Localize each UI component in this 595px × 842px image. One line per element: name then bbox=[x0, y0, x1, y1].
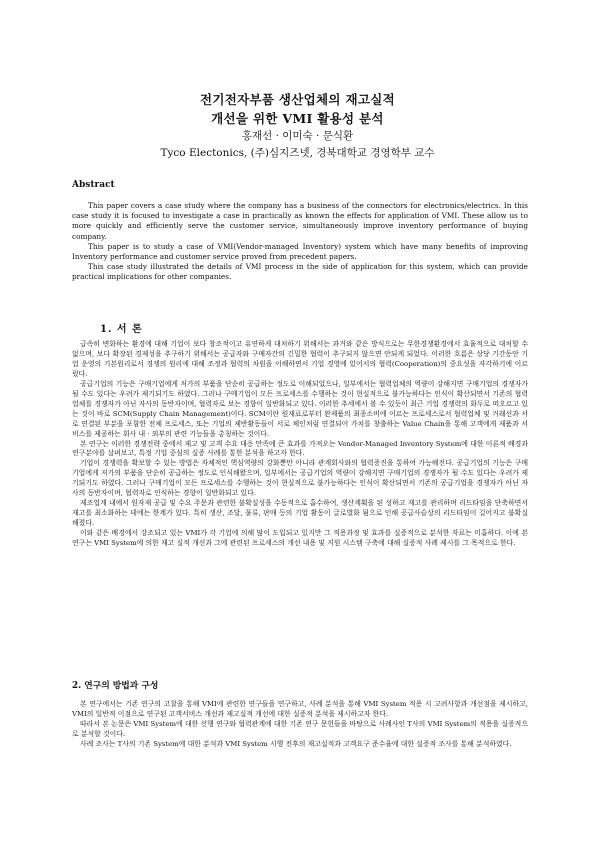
section-2-heading: 2. 연구의 방법과 구성 bbox=[72, 681, 159, 691]
section-2-paragraph: 본 연구에서는 기존 연구의 고찰을 통해 VMI에 관련한 연구들을 연구하고, 사례 분석을 통해 VMI System 적용 시 고려사항과 개선점을 제시하고, VMI의 일반적 이점으로 연구된 고객서비스 개선과 재고실적 개선에 대한 실증적 분석을 제시하고자 한다. bbox=[72, 700, 528, 718]
abstract-paragraph: This case study illustrated the details of VMI process in the side of application for this system, which can provide practical implications for other companies. bbox=[72, 262, 528, 282]
section-1-heading: 1. 서 론 bbox=[100, 324, 143, 335]
section-1-paragraph: 기업이 경쟁력을 확보할 수 있는 방법은 자체적인 핵심역량의 강화뿐만 아니라 관계회사와의 협력증진을 통하여 가능해진다. 공급기업의 기능은 구매기업에게 저가의 부품을 단순히 공급하는 정도로 인식해왔으며, 일부에서는 공급기업의 역량이 강해지면 구매기업의 경쟁자가 될 수도 있다는 우려가 제기되기도 하였다. 그러나 구매기업이 모든 프로세스를 수행하는 것이 현실적으로 불가능하다는 인식이 확산되면서 기존의 공급기업을 경쟁자가 아닌 자사의 동반자이며, 협력자로 인식하는 경향이 일반화되고 있다. bbox=[72, 459, 528, 498]
section-1-body bbox=[72, 340, 528, 549]
section-1-paragraph: 공급기업의 기능은 구매기업에게 저가의 부품을 단순히 공급하는 정도로 이해되었으나, 일부에서는 협력업체의 역량이 강해지면 구매기업의 경쟁자가 될 수도 있다는 우려가 제기되기도 하였다. 그러나 구매기업이 모든 프로세스를 수행하는 것이 현실적으로 불가능하다는 인식이 확산되면서 기존의 협력업체를 경쟁자가 아닌 자사의 동반자이며, 협력자로 보는 경향이 일반화되고 있다. 이러한 추세에서 볼 수 있듯이 최근 기업 경쟁력의 화두로 떠오르고 있는 것이 바로 SCM(Supply Chain Management)이다. SCM이란 원재료로부터 완제품의 최종소비에 이르는 프로세스로서 협력업체 및 거래선과 서로 연결된 부분을 포함한 전체 프로세스, 또는 기업의 제반활동들이 서로 체인처럼 연결되어 가치를 창출하는 Value Chain을 통해 고객에게 제품과 서비스를 제공하는 회사 내 · 외부의 관련 기능들을 총칭하는 것이다. bbox=[72, 379, 528, 438]
section-2-paragraph: 사례 조사는 T사의 기존 System에 대한 분석과 VMI System 시행 전후의 재고실적과 고객요구 준수율에 대한 실증적 조사를 통해 분석하였다. bbox=[80, 739, 512, 748]
abstract-paragraph: This paper is to study a case of VMI(Vendor-managed Inventory) system which have many benefits of improving Inventory performance and customer service proved from precedent papers. bbox=[72, 241, 528, 262]
section-2-body bbox=[72, 700, 528, 750]
section-1-paragraph: 본 연구는 이러한 경쟁전략 중에서 재고 및 고객 수요 대응 만족에 큰 효과를 가져오는 Vendor-Managed Inventory System에 대한 이론적 배경과 연구분야를 살펴보고, 특정 기업 중심의 실증 사례를 통한 분석을 하고자 한다. bbox=[72, 439, 528, 458]
section-2-paragraph: 따라서 본 논문은 VMI System에 대한 선행 연구와 협력관계에 대한 기존 연구 문헌들을 바탕으로 사례사인 T사의 VMI System의 적용을 실증적으로 분석할 것이다. bbox=[72, 719, 528, 738]
section-1-paragraph: 급속히 변화하는 환경에 대해 기업이 보다 창조적이고 유연하게 대처하기 위해서는 과거와 같은 방식으로는 무한경쟁환경에서 효율적으로 대처할 수 없으며, 보다 확장된 경제성을 추구하기 위해서는 공급자와 구매자간의 긴밀한 협력이 추구되지 않으면 안되게 되었다. 이러한 흐름은 상당 기간동안 기업 운영의 기본원리로서 경쟁의 원리에 대해 조정과 협력의 차원을 이해하면서 기업 경영에 있어서의 협력(Cooperation)의 중요성을 자각하기에 이르렀다. bbox=[72, 340, 528, 378]
abstract-heading: Abstract bbox=[72, 180, 115, 190]
author-affiliation: Tyco Electonics, (주)심지즈넷, 경북대학교 경영학부 교수 bbox=[160, 147, 435, 159]
section-1-paragraph: 제조업계 내에서 원자재 공급 및 수요 주문과 관련한 불확실성을 수동적으로 흡수하여, 생산계획을 된 성하고 재고를 관리하며 리드타임을 단축하면서 재고를 최소화하는 데에는 한계가 있다. 특히 생산, 조달, 물류, 판매 등의 기업 활동이 글로벌화 됨으로 인해 공급사슬상의 리드타임이 길어지고 불확실해졌다. bbox=[72, 499, 528, 528]
section-1-paragraph: 이와 같은 배경에서 강조되고 있는 VMI가 각 기업에 의해 많이 도입되고 있지만 그 적용과정 및 효과를 실증적으로 분석한 자료는 미흡하다. 이에 본 연구는 VMI System에 의한 재고 실적 개선과 그에 관련된 프로세스의 개선 내용 및 지원 시스템 구축에 대해 실증적 사례 제시를 그 목적으로 한다. bbox=[72, 529, 528, 548]
abstract-body bbox=[72, 201, 528, 283]
paper-title-line-2: 개선을 위한 VMI 활용성 분석 bbox=[211, 111, 384, 126]
author-list: 홍재선 · 이미숙 · 문식환 bbox=[241, 130, 354, 142]
abstract-paragraph: This paper covers a case study where the company has a business of the connectors for electronics/electrics. In this case study it is focused to investigate a case in practically as known the effects for application of VMI. These allow us to more quickly and efficiently serve the customer service, simultaneously improve inventory performance of buying company. bbox=[72, 201, 528, 241]
paper-title-line-1: 전기전자부품 생산업체의 재고실적 bbox=[200, 92, 395, 107]
